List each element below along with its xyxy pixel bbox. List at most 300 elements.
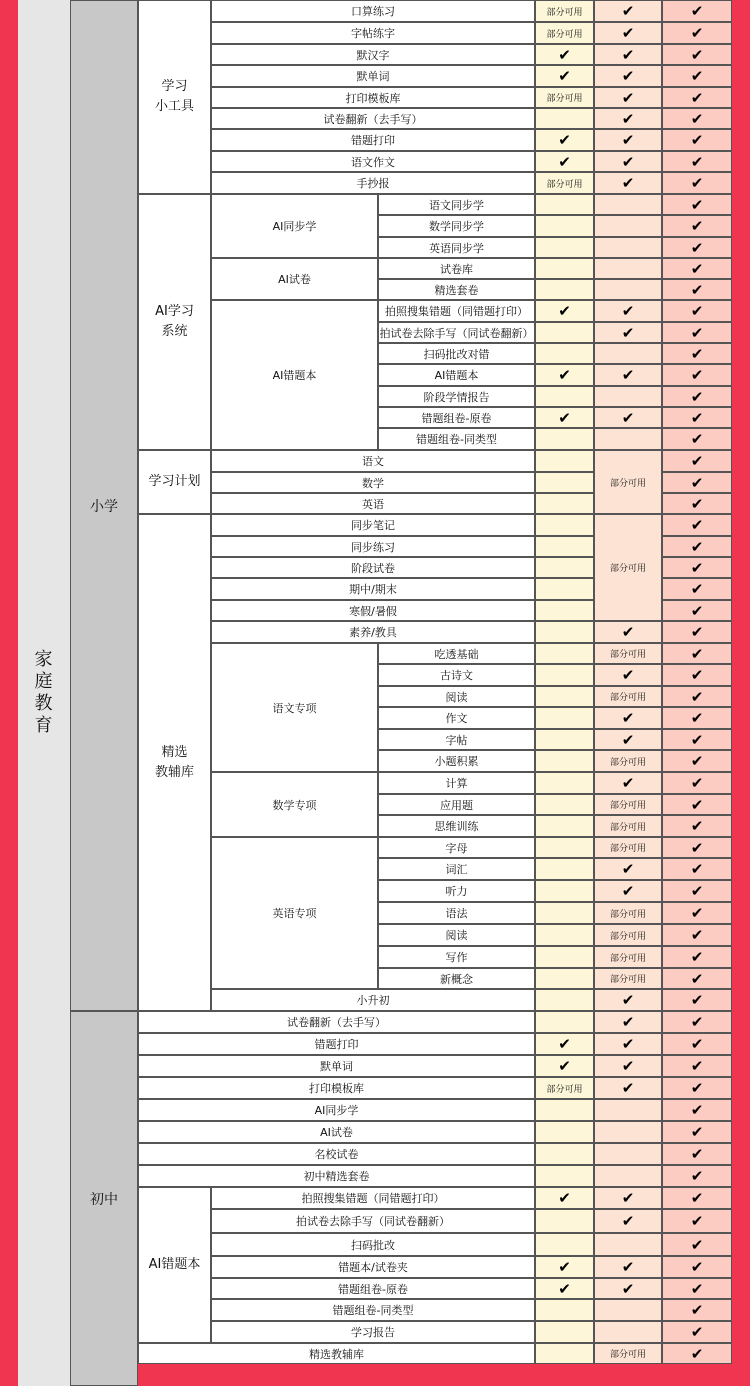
checkmark-icon: ✔ [621, 774, 635, 792]
version-a-cell [535, 772, 594, 794]
math-item [378, 794, 535, 815]
version-c-cell [662, 924, 732, 946]
tool-row-label: 语文作文 [351, 155, 395, 169]
section-study-plan-label: 学习计划 [148, 474, 201, 489]
version-c-cell [662, 1121, 732, 1143]
partial-availability-label: 部分可用 [609, 931, 646, 942]
english-item-label: 阅读 [445, 929, 468, 942]
version-b-cell [594, 65, 662, 87]
version-a-cell [535, 1033, 594, 1055]
checkmark-icon: ✔ [690, 387, 704, 406]
version-a-cell [535, 946, 594, 968]
checkmark-icon: ✔ [690, 302, 704, 320]
checkmark-icon: ✔ [690, 969, 704, 988]
middle-wrong-item-label: 拍试卷去除手写（同试卷翻新） [296, 1215, 450, 1228]
plan-row [211, 472, 535, 493]
math-item-label: 思维训练 [434, 820, 479, 833]
version-b-cell [594, 1321, 662, 1343]
checkmark-icon: ✔ [690, 1344, 704, 1363]
ai-group-exam-label: AI试卷 [278, 273, 311, 286]
ai-group-sync-label: AI同步学 [272, 220, 317, 233]
version-b-cell [594, 237, 662, 258]
version-b-cell [594, 858, 662, 880]
version-b-cell [594, 1299, 662, 1321]
version-b-cell [594, 407, 662, 428]
partial-availability-label: 部分可用 [546, 7, 583, 18]
version-b-cell [594, 322, 662, 343]
checkmark-icon: ✔ [621, 109, 635, 128]
middle-row [138, 1055, 535, 1077]
plan-row-label: 语文 [362, 455, 384, 468]
checkmark-icon: ✔ [558, 45, 571, 64]
checkmark-icon: ✔ [690, 1101, 704, 1119]
checkmark-icon: ✔ [621, 24, 635, 42]
subject-english-label: 英语专项 [272, 907, 317, 920]
version-c-cell [662, 322, 732, 343]
checkmark-icon: ✔ [690, 152, 704, 171]
version-a-cell [535, 880, 594, 902]
subject-chinese-label: 语文专项 [272, 701, 317, 715]
section-ai-system [138, 194, 211, 450]
version-c-cell [662, 172, 732, 194]
version-a-cell [535, 1233, 594, 1256]
math-item [378, 772, 535, 794]
version-b-cell [594, 750, 662, 772]
checkmark-icon: ✔ [690, 174, 704, 192]
checkmark-icon: ✔ [621, 1013, 635, 1031]
checkmark-icon: ✔ [558, 1258, 571, 1276]
version-a-cell [535, 686, 594, 707]
middle-wrong-item-label: 学习报告 [351, 1326, 395, 1339]
partial-availability-label: 部分可用 [609, 478, 646, 489]
partial-availability-label: 部分可用 [609, 844, 646, 854]
checkmark-icon: ✔ [690, 238, 704, 257]
checkmark-icon: ✔ [621, 174, 635, 192]
version-a-cell [535, 707, 594, 729]
checkmark-icon: ✔ [690, 408, 704, 427]
version-b-cell [594, 729, 662, 750]
partial-availability-label: 部分可用 [609, 650, 646, 660]
ai-group-exam [211, 258, 378, 300]
checkmark-icon: ✔ [621, 1057, 635, 1075]
version-b-cell [594, 129, 662, 151]
checkmark-icon: ✔ [621, 991, 635, 1009]
checkmark-icon: ✔ [690, 430, 704, 448]
family-education-header-label: 家 庭 教 育 [34, 649, 54, 736]
grade-middle-label: 初中 [90, 1191, 118, 1208]
version-b-cell [594, 44, 662, 65]
version-b-cell [594, 108, 662, 129]
checkmark-icon: ✔ [690, 1057, 704, 1075]
middle-wrong-item-label: 错题本/试卷夹 [338, 1261, 408, 1274]
version-a-cell [535, 1143, 594, 1165]
subject-math-label: 数学专项 [272, 798, 317, 812]
checkmark-icon: ✔ [621, 666, 635, 684]
version-a-cell [535, 450, 594, 472]
version-c-cell [662, 194, 732, 215]
english-item [378, 924, 535, 946]
checkmark-icon: ✔ [558, 1035, 571, 1053]
tool-row-label: 字帖练字 [351, 27, 395, 40]
checkmark-icon: ✔ [690, 817, 704, 835]
ai-wrong-item [378, 343, 535, 364]
version-a-cell [535, 750, 594, 772]
version-a-cell [535, 557, 594, 578]
tool-row [211, 172, 535, 194]
middle-wrong-item-label: 错题组卷-同类型 [332, 1304, 414, 1317]
version-b-cell [594, 172, 662, 194]
middle-wrong-item [211, 1187, 535, 1209]
checkmark-icon: ✔ [621, 67, 635, 85]
section-tools-label: 学习 小工具 [154, 79, 194, 114]
version-b-cell [594, 1077, 662, 1099]
middle-row-label: 名校试卷 [314, 1148, 359, 1161]
version-a-cell [535, 858, 594, 880]
version-b-cell [594, 151, 662, 172]
version-b-cell [594, 815, 662, 837]
version-b-cell [594, 1209, 662, 1233]
middle-row [138, 1077, 535, 1099]
middle-wrong-item-label: 错题组卷-原卷 [338, 1282, 408, 1296]
checkmark-icon: ✔ [621, 1279, 635, 1298]
version-c-cell [662, 1343, 732, 1364]
version-b-cell [594, 643, 662, 664]
checkmark-icon: ✔ [690, 195, 704, 214]
version-a-cell [535, 837, 594, 858]
checkmark-icon: ✔ [621, 408, 635, 427]
checkmark-icon: ✔ [690, 752, 704, 770]
ai-wrong-item-label: 拍照搜集错题（同错题打印） [385, 305, 528, 318]
ai-wrong-item-label: 拍试卷去除手写（同试卷翻新） [379, 326, 534, 340]
plan-row [211, 450, 535, 472]
middle-library-row [138, 1343, 535, 1364]
version-a-cell [535, 428, 594, 450]
english-item-label: 写作 [445, 951, 468, 964]
version-a-cell [535, 968, 594, 989]
ai-exam-item-label: 精选套卷 [434, 283, 479, 297]
version-a-cell [535, 1165, 594, 1187]
checkmark-icon: ✔ [558, 67, 571, 85]
ai-wrong-item-label: 错题组卷-同类型 [416, 433, 497, 446]
math-item-label: 计算 [445, 777, 468, 790]
version-b-cell [594, 989, 662, 1011]
version-b-cell [594, 343, 662, 364]
ai-group-sync [211, 194, 378, 258]
version-a-cell [535, 729, 594, 750]
version-c-cell [662, 215, 732, 237]
version-c-cell [662, 493, 732, 514]
section-ai-system-label: AI学习 系统 [155, 304, 194, 339]
checkmark-icon: ✔ [621, 882, 635, 900]
version-c-cell [662, 1299, 732, 1321]
version-c-cell [662, 428, 732, 450]
checkmark-icon: ✔ [621, 860, 635, 878]
chinese-item [378, 643, 535, 664]
version-c-cell [662, 0, 732, 22]
middle-row-label: 打印模板库 [309, 1082, 364, 1095]
english-item [378, 880, 535, 902]
version-c-cell [662, 44, 732, 65]
checkmark-icon: ✔ [690, 452, 704, 470]
version-c-cell [662, 794, 732, 815]
version-c-cell [662, 902, 732, 924]
version-c-cell [662, 22, 732, 44]
version-c-cell [662, 1165, 732, 1187]
version-b-cell [594, 794, 662, 815]
version-a-cell [535, 151, 594, 172]
subject-english [211, 837, 378, 989]
plan-row-label: 英语 [362, 497, 384, 511]
checkmark-icon: ✔ [690, 882, 704, 900]
version-c-cell [662, 989, 732, 1011]
tool-row-label: 手抄报 [356, 177, 390, 190]
checkmark-icon: ✔ [690, 991, 704, 1009]
checkmark-icon: ✔ [690, 259, 704, 278]
checkmark-icon: ✔ [558, 1279, 571, 1298]
version-a-cell [535, 600, 594, 621]
version-b-cell [594, 87, 662, 108]
ai-group-wrong [211, 300, 378, 450]
checkmark-icon: ✔ [690, 473, 704, 492]
tool-row [211, 65, 535, 87]
version-b-cell [594, 1256, 662, 1278]
version-a-cell [535, 129, 594, 151]
family-education-header [18, 0, 70, 1386]
checkmark-icon: ✔ [690, 67, 704, 85]
version-c-cell [662, 1033, 732, 1055]
english-item-label: 词汇 [445, 863, 468, 876]
version-c-cell [662, 600, 732, 621]
checkmark-icon: ✔ [558, 1057, 571, 1075]
checkmark-icon: ✔ [690, 280, 704, 299]
tool-row [211, 0, 535, 22]
chinese-item [378, 729, 535, 750]
chinese-item [378, 686, 535, 707]
version-b-cell [594, 300, 662, 322]
version-b-cell [594, 1099, 662, 1121]
version-a-cell [535, 1343, 594, 1364]
partial-availability-label: 部分可用 [609, 909, 646, 920]
tool-row-label: 口算练习 [351, 5, 395, 18]
version-a-cell [535, 364, 594, 386]
math-item [378, 815, 535, 837]
chinese-item [378, 707, 535, 729]
ai-sync-item [378, 194, 535, 215]
middle-wrong-item [211, 1278, 535, 1299]
version-a-cell [535, 924, 594, 946]
version-c-cell [662, 643, 732, 664]
version-c-cell [662, 279, 732, 300]
version-b-cell [594, 386, 662, 407]
version-b-cell [594, 902, 662, 924]
version-a-cell [535, 664, 594, 686]
version-c-cell [662, 536, 732, 557]
checkmark-icon: ✔ [621, 45, 635, 64]
version-b-cell [594, 686, 662, 707]
version-b-cell [594, 1055, 662, 1077]
checkmark-icon: ✔ [690, 1323, 704, 1341]
subject-chinese [211, 643, 378, 772]
chinese-item-label: 阅读 [445, 690, 468, 704]
checkmark-icon: ✔ [690, 537, 704, 556]
checkmark-icon: ✔ [621, 2, 635, 20]
version-a-cell [535, 194, 594, 215]
checkmark-icon: ✔ [690, 1235, 704, 1254]
version-b-cell [594, 279, 662, 300]
version-c-cell [662, 450, 732, 472]
version-a-cell [535, 1121, 594, 1143]
version-c-cell [662, 772, 732, 794]
checkmark-icon: ✔ [621, 88, 635, 107]
version-c-cell [662, 815, 732, 837]
version-a-cell [535, 279, 594, 300]
version-c-cell [662, 87, 732, 108]
version-c-cell [662, 108, 732, 129]
chinese-item [378, 664, 535, 686]
version-a-cell [535, 514, 594, 536]
version-a-cell [535, 1077, 594, 1099]
checkmark-icon: ✔ [690, 1167, 704, 1185]
middle-wrong-item-label: 拍照搜集错题（同错题打印） [301, 1192, 445, 1205]
checkmark-icon: ✔ [621, 323, 635, 342]
version-a-cell [535, 1099, 594, 1121]
version-b-cell [594, 772, 662, 794]
english-item [378, 968, 535, 989]
version-c-cell [662, 1011, 732, 1033]
section-library-label: 精选 教辅库 [154, 744, 194, 780]
version-c-cell [662, 514, 732, 536]
version-c-cell [662, 1055, 732, 1077]
version-a-cell [535, 989, 594, 1011]
version-a-cell [535, 536, 594, 557]
version-b-cell [594, 1343, 662, 1364]
checkmark-icon: ✔ [690, 580, 704, 598]
version-b-cell [594, 968, 662, 989]
partial-availability-label: 部分可用 [609, 757, 646, 768]
middle-group-wrong [138, 1187, 211, 1343]
grade-middle [70, 1011, 138, 1386]
version-c-cell [662, 407, 732, 428]
library-row [211, 578, 535, 600]
checkmark-icon: ✔ [621, 1079, 635, 1097]
version-a-cell [535, 215, 594, 237]
middle-row [138, 1121, 535, 1143]
checkmark-icon: ✔ [690, 860, 704, 878]
english-item-label: 新概念 [440, 972, 473, 986]
checkmark-icon: ✔ [690, 1035, 704, 1053]
checkmark-icon: ✔ [690, 838, 704, 857]
middle-row-label: 试卷翻新（去手写） [287, 1016, 386, 1029]
partial-availability-label: 部分可用 [609, 801, 646, 811]
version-c-cell [662, 664, 732, 686]
middle-library-row-label: 精选教辅库 [309, 1347, 364, 1361]
library-row-label: 寒假/暑假 [349, 604, 397, 618]
version-a-cell [535, 172, 594, 194]
subject-math [211, 772, 378, 837]
checkmark-icon: ✔ [690, 109, 704, 128]
ai-exam-item [378, 258, 535, 279]
ai-sync-item [378, 237, 535, 258]
middle-row-label: 错题打印 [314, 1038, 359, 1051]
version-a-cell [535, 1055, 594, 1077]
middle-row-label: 初中精选套卷 [303, 1170, 370, 1183]
ai-wrong-item [378, 407, 535, 428]
middle-row-label: AI同步学 [314, 1104, 359, 1117]
version-c-cell [662, 1256, 732, 1278]
version-c-cell [662, 1099, 732, 1121]
ai-wrong-item-label: AI错题本 [434, 369, 479, 382]
checkmark-icon: ✔ [558, 408, 571, 427]
version-c-cell [662, 300, 732, 322]
checkmark-icon: ✔ [621, 302, 635, 320]
checkmark-icon: ✔ [558, 152, 571, 171]
ai-wrong-item [378, 428, 535, 450]
ai-wrong-item-label: 扫码批改对错 [423, 347, 490, 361]
library-row [211, 514, 535, 536]
checkmark-icon: ✔ [690, 601, 704, 620]
middle-wrong-item [211, 1321, 535, 1343]
checkmark-icon: ✔ [621, 709, 635, 727]
partial-availability-label: 部分可用 [546, 1084, 583, 1095]
tool-row-label: 默汉字 [356, 48, 390, 62]
checkmark-icon: ✔ [690, 774, 704, 792]
english-item [378, 902, 535, 924]
checkmark-icon: ✔ [690, 344, 704, 363]
math-item-label: 应用题 [440, 798, 473, 812]
ai-group-wrong-label: AI错题本 [272, 369, 317, 382]
checkmark-icon: ✔ [621, 1212, 635, 1230]
library-row-label: 素养/教具 [349, 626, 397, 639]
version-a-cell [535, 237, 594, 258]
middle-row [138, 1011, 535, 1033]
version-a-cell [535, 258, 594, 279]
version-c-cell [662, 750, 732, 772]
grade-primary-label: 小学 [90, 498, 118, 515]
partial-availability-label: 部分可用 [609, 953, 646, 964]
checkmark-icon: ✔ [690, 323, 704, 342]
partial-availability-label: 部分可用 [609, 1350, 646, 1360]
middle-row [138, 1143, 535, 1165]
checkmark-icon: ✔ [621, 1035, 635, 1053]
partial-availability-label: 部分可用 [609, 975, 646, 985]
checkmark-icon: ✔ [558, 366, 571, 384]
version-a-cell [535, 1321, 594, 1343]
checkmark-icon: ✔ [690, 904, 704, 922]
checkmark-icon: ✔ [621, 730, 635, 749]
library-row [211, 600, 535, 621]
checkmark-icon: ✔ [690, 1258, 704, 1276]
middle-row [138, 1165, 535, 1187]
chinese-item-label: 古诗文 [440, 669, 473, 682]
version-b-cell [594, 428, 662, 450]
english-item [378, 946, 535, 968]
chinese-item-label: 作文 [445, 712, 468, 725]
checkmark-icon: ✔ [621, 1189, 635, 1207]
section-study-plan [138, 450, 211, 514]
version-b-cell [594, 1143, 662, 1165]
version-a-cell [535, 794, 594, 815]
version-a-cell [535, 1011, 594, 1033]
version-b-cell [594, 946, 662, 968]
plan-row-label: 数学 [362, 476, 384, 490]
ai-wrong-item-label: 阶段学情报告 [423, 390, 490, 404]
version-b-cell [594, 22, 662, 44]
version-a-cell [535, 643, 594, 664]
checkmark-icon: ✔ [621, 1258, 635, 1276]
version-a-cell [535, 472, 594, 493]
ai-wrong-item [378, 300, 535, 322]
tool-row [211, 151, 535, 172]
